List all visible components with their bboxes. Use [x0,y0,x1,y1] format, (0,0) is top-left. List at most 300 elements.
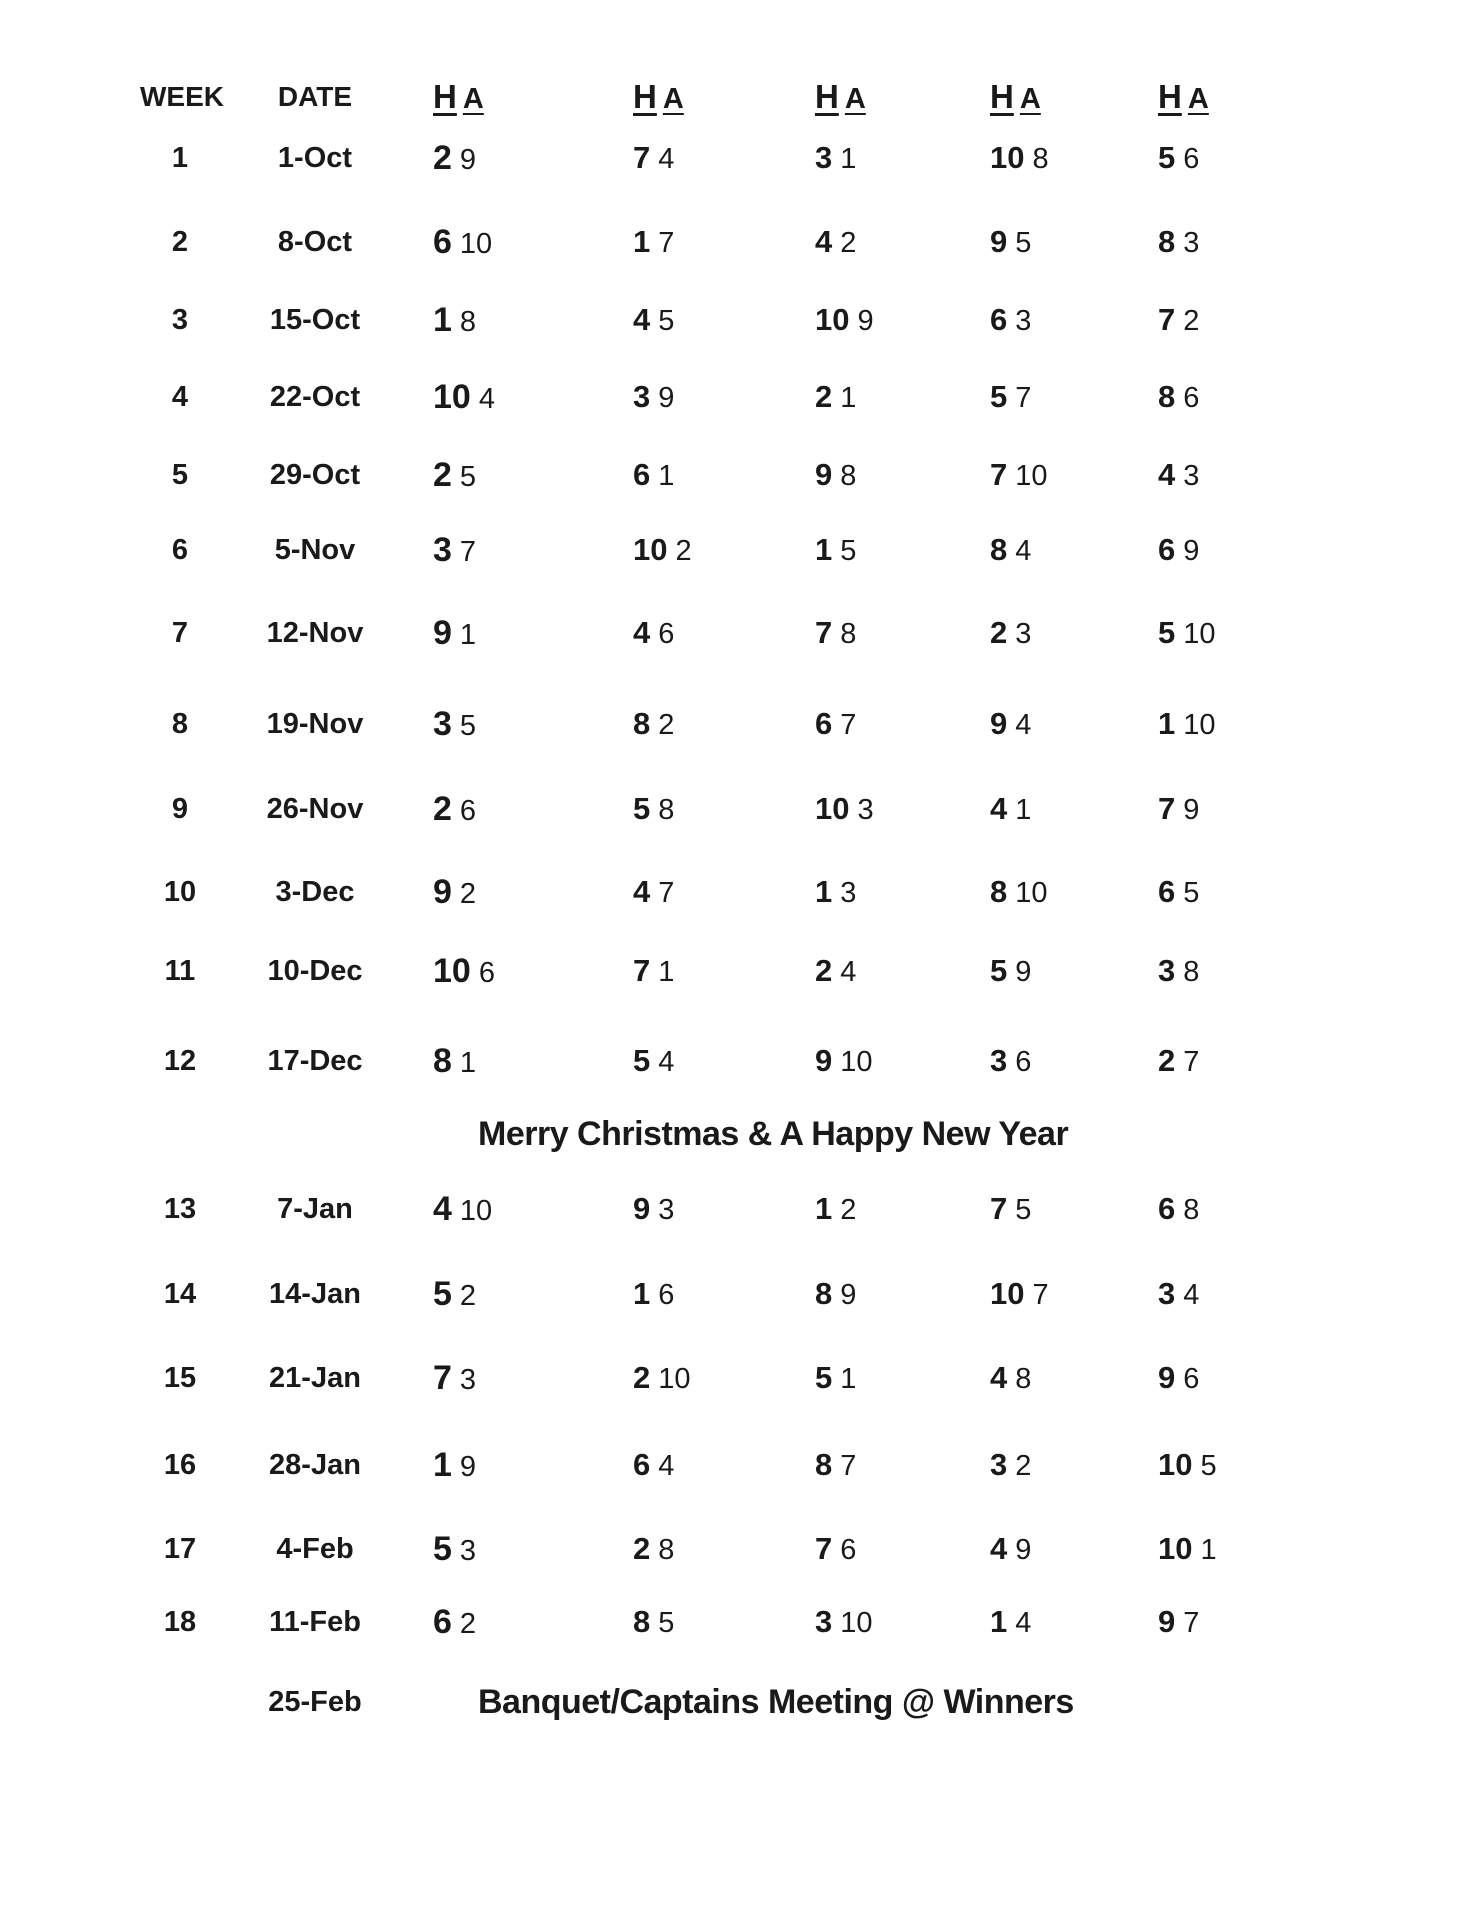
away-team: 7 [1015,382,1032,414]
home-team: 9 [815,457,833,492]
week-number: 2 [171,226,189,258]
home-team: 6 [1158,532,1176,567]
home-team: 1 [633,224,651,259]
home-team: 1 [815,532,833,567]
matchup-2 [633,613,674,653]
home-header: H [633,78,657,115]
matchup-1 [433,951,495,991]
home-team: 1 [633,1276,651,1311]
home-team: 7 [433,1359,452,1397]
matchup-1 [433,1358,476,1398]
schedule-row [0,222,1484,262]
matchup-5 [1158,872,1199,912]
away-team: 4 [1015,535,1032,567]
matchup-3 [815,1189,856,1229]
home-team: 4 [815,224,833,259]
away-team: 4 [840,956,857,988]
matchup-1 [433,222,492,262]
home-team: 6 [815,706,833,741]
home-team: 9 [990,224,1008,259]
match-date: 8-Oct [277,226,353,258]
home-team: 10 [815,791,850,826]
matchup-3 [815,704,856,744]
home-team: 6 [633,457,651,492]
schedule-row [0,455,1484,495]
away-team: 4 [658,1046,675,1078]
matchup-1 [433,1602,476,1642]
match-date: 3-Dec [275,876,355,908]
away-team: 2 [459,878,477,910]
away-team: 10 [658,1363,691,1395]
home-team: 10 [990,1276,1025,1311]
home-team: 3 [990,1447,1008,1482]
away-team: 5 [459,710,477,742]
match-3-header [815,77,866,117]
away-team: 9 [840,1279,857,1311]
away-team: 2 [459,1608,477,1640]
away-team: 8 [1015,1363,1032,1395]
home-team: 1 [433,1446,452,1484]
home-team: 5 [433,1275,452,1313]
home-team: 9 [1158,1360,1176,1395]
match-date: 26-Nov [266,793,364,825]
home-header: H [990,78,1014,115]
away-team: 7 [1032,1279,1049,1311]
home-team: 10 [633,532,668,567]
matchup-2 [633,222,674,262]
away-team: 10 [1183,709,1216,741]
home-team: 5 [633,791,651,826]
home-team: 9 [433,614,452,652]
matchup-1 [433,1189,492,1229]
matchup-4 [990,704,1031,744]
home-team: 5 [990,379,1008,414]
matchup-2 [633,1041,674,1081]
matchup-5 [1158,1041,1199,1081]
matchup-3 [815,377,856,417]
away-team: 6 [840,1534,857,1566]
home-team: 2 [633,1360,651,1395]
match-4-header [990,77,1041,117]
matchup-1 [433,1529,476,1569]
away-team: 1 [459,619,477,651]
away-team: 9 [1183,535,1200,567]
away-team: 6 [478,957,495,989]
match-date: 28-Jan [269,1449,361,1481]
away-team: 6 [1015,1046,1032,1078]
home-team: 10 [1158,1447,1193,1482]
matchup-2 [633,1189,674,1229]
match-date: 15-Oct [269,304,361,336]
matchup-1 [433,1274,476,1314]
matchup-2 [633,300,674,340]
home-team: 2 [815,379,833,414]
home-team: 2 [1158,1043,1176,1078]
home-team: 5 [433,1530,452,1568]
home-team: 9 [1158,1604,1176,1639]
schedule-row [0,530,1484,570]
match-2-header [633,77,684,117]
matchup-1 [433,530,476,570]
matchup-3 [815,530,856,570]
matchup-4 [990,300,1031,340]
away-team: 8 [459,306,477,338]
matchup-5 [1158,138,1199,178]
away-team: 6 [658,618,675,650]
matchup-5 [1158,530,1199,570]
away-team: 7 [840,1450,857,1482]
match-date: 12-Nov [266,617,364,649]
matchup-2 [633,704,674,744]
away-team: 3 [857,794,874,826]
away-team: 3 [1183,227,1200,259]
away-header: A [662,83,684,115]
week-column-header: WEEK [140,81,224,112]
matchup-3 [815,455,856,495]
away-team: 7 [658,877,675,909]
home-team: 2 [433,790,452,828]
matchup-4 [990,222,1031,262]
away-team: 3 [459,1535,477,1567]
home-team: 3 [1158,953,1176,988]
away-team: 10 [840,1607,873,1639]
away-team: 2 [840,227,857,259]
home-team: 3 [990,1043,1008,1078]
away-team: 3 [1183,460,1200,492]
matchup-5 [1158,1189,1199,1229]
away-team: 5 [1183,877,1200,909]
home-team: 5 [633,1043,651,1078]
away-team: 8 [658,1534,675,1566]
schedule-row [0,872,1484,912]
away-team: 7 [1183,1046,1200,1078]
matchup-1 [433,789,476,829]
schedule-row [0,1529,1484,1569]
home-team: 4 [1158,457,1176,492]
away-team: 10 [459,1195,493,1227]
away-team: 1 [459,1047,477,1079]
away-team: 7 [1183,1607,1200,1639]
away-header: A [1019,83,1041,115]
matchup-3 [815,1041,873,1081]
away-team: 6 [658,1279,675,1311]
matchup-2 [633,789,674,829]
away-team: 2 [840,1194,857,1226]
matchup-4 [990,1529,1031,1569]
matchup-3 [815,872,856,912]
matchup-2 [633,951,674,991]
matchup-3 [815,789,874,829]
away-team: 10 [1015,877,1048,909]
schedule-row [0,704,1484,744]
away-team: 2 [1183,305,1200,337]
home-team: 5 [990,953,1008,988]
matchup-5 [1158,455,1199,495]
week-number: 4 [171,381,189,413]
home-team: 7 [633,140,651,175]
match-date: 22-Oct [269,381,361,413]
away-team: 9 [1015,956,1032,988]
matchup-2 [633,377,674,417]
matchup-3 [815,613,856,653]
away-team: 5 [658,305,675,337]
home-team: 4 [990,1360,1008,1395]
away-header: A [462,83,484,115]
matchup-4 [990,1602,1031,1642]
home-team: 7 [633,953,651,988]
home-team: 8 [1158,224,1176,259]
away-team: 9 [658,382,675,414]
matchup-4 [990,455,1048,495]
home-team: 10 [433,378,471,416]
matchup-4 [990,138,1049,178]
away-team: 9 [459,1451,477,1483]
match-date: 1-Oct [277,142,353,174]
match-1-header [433,77,484,117]
away-team: 5 [1015,1194,1032,1226]
home-team: 6 [433,1603,452,1641]
match-date: 21-Jan [269,1362,361,1394]
matchup-3 [815,138,856,178]
home-team: 10 [1158,1531,1193,1566]
away-team: 6 [1183,143,1200,175]
home-team: 8 [633,706,651,741]
away-team: 9 [459,144,477,176]
schedule-row [0,613,1484,653]
away-header: A [844,83,866,115]
home-team: 10 [815,302,850,337]
schedule-row [0,951,1484,991]
week-number: 3 [171,304,189,336]
home-team: 9 [633,1191,651,1226]
home-team: 8 [433,1042,452,1080]
matchup-1 [433,138,476,178]
schedule-row [0,789,1484,829]
schedule-row [0,1445,1484,1485]
banquet-note: Banquet/Captains Meeting @ Winners [478,1683,1074,1721]
week-number: 16 [163,1449,197,1481]
matchup-5 [1158,613,1216,653]
home-team: 3 [433,705,452,743]
matchup-5 [1158,377,1199,417]
matchup-4 [990,1445,1031,1485]
home-team: 2 [815,953,833,988]
away-header: A [1187,83,1209,115]
home-header: H [433,78,457,115]
week-number: 7 [171,617,189,649]
matchup-3 [815,1358,856,1398]
matchup-1 [433,613,476,653]
away-team: 7 [658,227,675,259]
home-team: 4 [633,874,651,909]
schedule-row [0,1189,1484,1229]
match-date: 11-Feb [269,1606,361,1638]
away-team: 1 [658,460,675,492]
away-team: 10 [840,1046,873,1078]
home-team: 7 [990,1191,1008,1226]
match-date: 4-Feb [276,1533,354,1565]
home-team: 3 [633,379,651,414]
away-team: 2 [1015,1450,1032,1482]
schedule-row [0,1358,1484,1398]
matchup-4 [990,872,1048,912]
away-team: 3 [1015,618,1032,650]
home-team: 9 [433,873,452,911]
matchup-5 [1158,704,1216,744]
away-team: 4 [1015,709,1032,741]
matchup-5 [1158,1602,1199,1642]
date-column-header: DATE [277,81,353,112]
home-team: 8 [815,1276,833,1311]
away-team: 5 [459,461,477,493]
away-team: 8 [1183,1194,1200,1226]
matchup-5 [1158,1529,1217,1569]
matchup-3 [815,1274,856,1314]
week-number: 1 [171,142,189,174]
matchup-2 [633,530,692,570]
away-team: 4 [1015,1607,1032,1639]
match-date: 7-Jan [277,1193,353,1225]
matchup-4 [990,951,1031,991]
matchup-3 [815,222,856,262]
away-team: 4 [658,143,675,175]
matchup-4 [990,789,1031,829]
home-team: 4 [990,1531,1008,1566]
schedule-row [0,300,1484,340]
away-team: 10 [1015,460,1048,492]
schedule-row [0,1274,1484,1314]
matchup-2 [633,1358,691,1398]
away-team: 8 [658,794,675,826]
away-team: 1 [1015,794,1032,826]
home-team: 5 [1158,140,1176,175]
home-team: 8 [1158,379,1176,414]
away-team: 1 [1200,1534,1217,1566]
home-team: 7 [990,457,1008,492]
week-number: 14 [163,1278,197,1310]
matchup-2 [633,1602,674,1642]
week-number: 6 [171,534,189,566]
home-team: 9 [990,706,1008,741]
matchup-5 [1158,951,1199,991]
schedule-row [0,1602,1484,1642]
home-team: 8 [990,532,1008,567]
home-team: 7 [815,615,833,650]
away-team: 4 [658,1450,675,1482]
away-team: 1 [840,382,857,414]
away-team: 2 [459,1280,477,1312]
home-team: 3 [815,1604,833,1639]
away-team: 5 [1200,1450,1217,1482]
home-header: H [815,78,839,115]
home-team: 1 [990,1604,1008,1639]
away-team: 10 [1183,618,1216,650]
away-team: 6 [459,795,477,827]
matchup-5 [1158,222,1199,262]
matchup-3 [815,1445,856,1485]
matchup-2 [633,138,674,178]
matchup-4 [990,613,1031,653]
matchup-2 [633,872,674,912]
week-number: 18 [163,1606,197,1638]
matchup-1 [433,704,476,744]
home-team: 3 [433,531,452,569]
matchup-4 [990,1189,1031,1229]
away-team: 2 [658,709,675,741]
home-team: 1 [815,1191,833,1226]
away-team: 10 [459,228,493,260]
away-team: 8 [840,460,857,492]
matchup-5 [1158,789,1199,829]
matchup-2 [633,455,674,495]
home-team: 7 [815,1531,833,1566]
away-team: 9 [1015,1534,1032,1566]
home-team: 2 [433,139,452,177]
home-header: H [1158,78,1182,115]
away-team: 9 [1183,794,1200,826]
home-team: 1 [433,301,452,339]
week-number: 8 [171,708,189,740]
matchup-1 [433,1041,476,1081]
matchup-3 [815,1529,856,1569]
week-number: 17 [163,1533,197,1565]
holiday-note: Merry Christmas & A Happy New Year [478,1115,1069,1153]
matchup-1 [433,1445,476,1485]
matchup-5 [1158,300,1199,340]
week-number: 12 [163,1045,197,1077]
away-team: 6 [1183,1363,1200,1395]
matchup-2 [633,1445,674,1485]
matchup-3 [815,1602,873,1642]
matchup-2 [633,1529,674,1569]
matchup-5 [1158,1274,1199,1314]
home-team: 6 [990,302,1008,337]
home-team: 8 [990,874,1008,909]
away-team: 8 [840,618,857,650]
away-team: 3 [1015,305,1032,337]
match-date: 14-Jan [269,1278,361,1310]
week-number: 5 [171,459,189,491]
schedule-row [0,377,1484,417]
home-team: 5 [815,1360,833,1395]
away-team: 1 [840,1363,857,1395]
home-team: 6 [633,1447,651,1482]
match-5-header [1158,77,1209,117]
home-team: 6 [1158,1191,1176,1226]
matchup-4 [990,1274,1049,1314]
home-team: 4 [433,1190,452,1228]
matchup-5 [1158,1358,1199,1398]
home-team: 10 [990,140,1025,175]
matchup-1 [433,377,495,417]
away-team: 7 [459,536,477,568]
matchup-1 [433,300,476,340]
home-team: 1 [815,874,833,909]
home-team: 3 [815,140,833,175]
away-team: 1 [840,143,857,175]
away-team: 3 [658,1194,675,1226]
away-team: 4 [1183,1279,1200,1311]
matchup-4 [990,377,1031,417]
home-team: 4 [990,791,1008,826]
home-team: 10 [433,952,471,990]
match-date: 10-Dec [267,955,363,987]
week-number: 13 [163,1193,197,1225]
matchup-4 [990,1041,1031,1081]
match-date: 17-Dec [267,1045,363,1077]
away-team: 5 [840,535,857,567]
week-number: 15 [163,1362,197,1394]
